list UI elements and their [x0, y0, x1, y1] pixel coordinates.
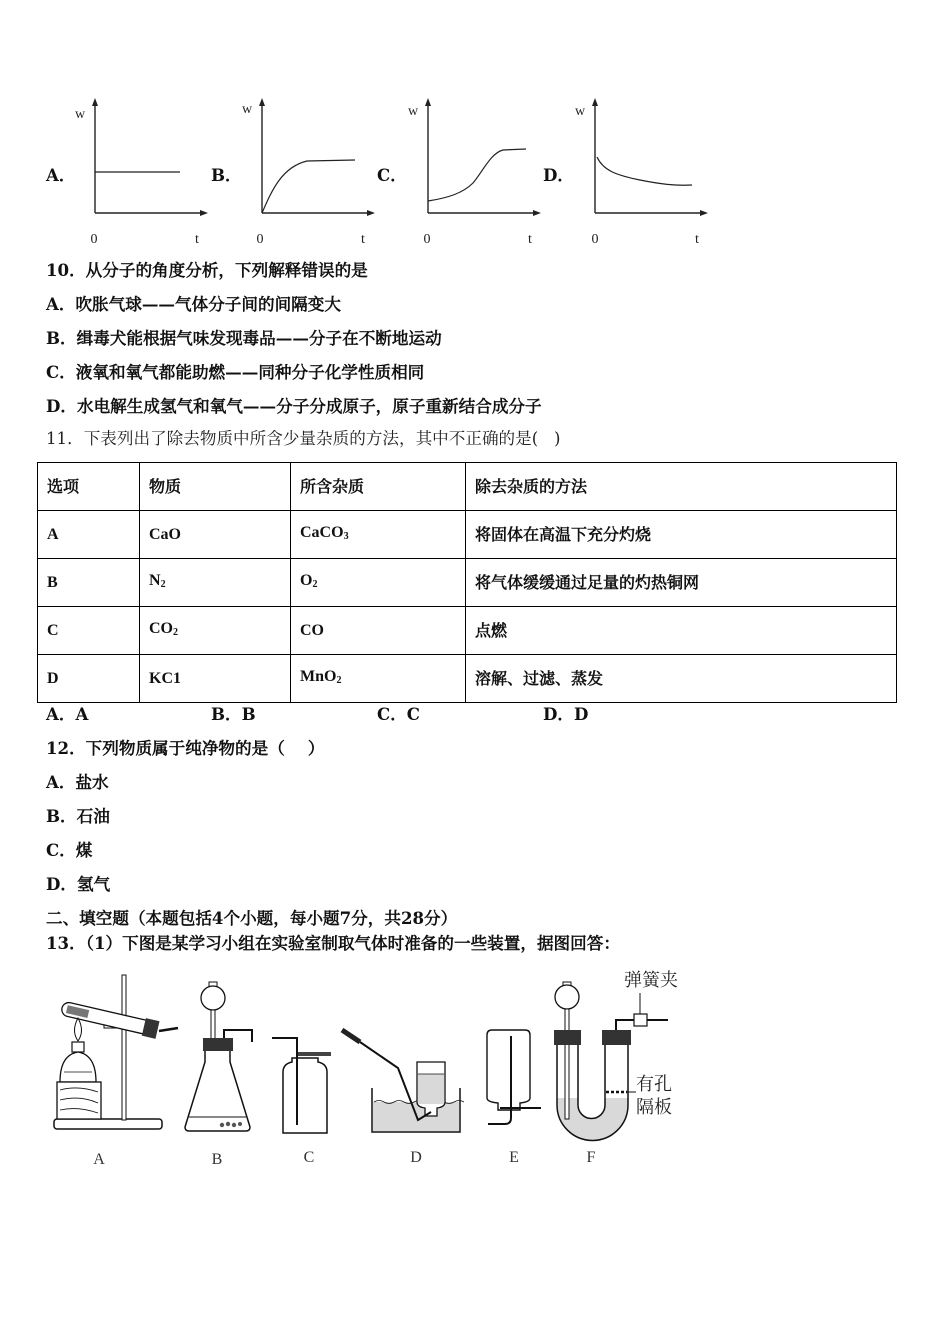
y-axis-arrow — [259, 98, 265, 106]
x-axis-label: t — [361, 232, 365, 247]
stand-rod — [122, 975, 126, 1120]
cell-text: 溶解、过滤、蒸发 — [475, 668, 604, 688]
graph-option-label-c: C． — [377, 165, 407, 185]
apparatus-d — [342, 1030, 464, 1132]
curve-c — [428, 149, 526, 201]
conical-flask — [185, 1050, 250, 1131]
header-option: 选项 — [38, 463, 140, 511]
table-cell — [140, 559, 291, 607]
right-stopper — [602, 1030, 631, 1045]
graph-option-label-a: A． — [46, 165, 76, 185]
question-11-option-b: B．B — [211, 704, 256, 724]
question-10-option-b: B．缉毒犬能根据气味发现毒品——分子在不断地运动 — [46, 328, 442, 348]
cell-text: 将气体缓缓通过足量的灼热铜网 — [475, 572, 700, 592]
question-11-option-c: C．C — [377, 704, 421, 724]
table-cell — [466, 607, 897, 655]
spring-clamp-label: 弹簧夹 — [624, 970, 678, 991]
cell-text: A — [47, 525, 59, 543]
gas-bottle — [283, 1058, 327, 1133]
cell-subscript: 2 — [312, 578, 318, 590]
cell-text: 点燃 — [475, 620, 508, 640]
curve-b — [262, 160, 355, 213]
table-row — [38, 607, 897, 655]
porous-plate-label-line1: 有孔 — [636, 1074, 672, 1095]
cell-text: CaO — [149, 525, 181, 543]
bottle-water — [418, 1074, 444, 1104]
rubber-tube — [342, 1030, 360, 1042]
question-10-option-d: D．水电解生成氢气和氧气——分子分成原子，原子重新结合成分子 — [46, 396, 542, 416]
flask-stopper — [203, 1038, 233, 1051]
question-11-stem: 11．下表列出了除去物质中所含少量杂质的方法，其中不正确的是( ) — [46, 429, 561, 448]
x-axis-arrow — [200, 210, 208, 216]
stand-base — [54, 1119, 162, 1129]
cell-subscript: 2 — [173, 626, 178, 638]
apparatus-b — [185, 982, 252, 1131]
apparatus-e — [487, 1030, 541, 1124]
question-10-option-a: A．吹胀气球——气体分子间的间隔变大 — [46, 294, 341, 314]
porous-plate-label-line2: 隔板 — [636, 1097, 672, 1118]
cell-subscript: 3 — [343, 530, 349, 542]
table-cell — [291, 511, 466, 559]
curve-d — [597, 157, 692, 185]
delivery-tube — [159, 1028, 178, 1031]
inverted-collecting-bottle — [487, 1030, 530, 1110]
cell-text: CO — [149, 619, 173, 637]
x-axis-arrow — [700, 210, 708, 216]
glass-plate — [297, 1052, 331, 1056]
cell-text: 将固体在高温下充分灼烧 — [475, 524, 652, 544]
graph-option-label-b: B． — [211, 165, 242, 185]
impurity-removal-table — [37, 462, 897, 703]
table-cell — [140, 655, 291, 703]
cell-text: D — [47, 669, 59, 687]
question-12-option-c: C．煤 — [46, 840, 93, 860]
apparatus-label-b: B — [211, 1151, 223, 1168]
apparatus-label-d: D — [410, 1149, 422, 1166]
table-cell — [466, 511, 897, 559]
table-cell — [140, 511, 291, 559]
cell-text: MnO — [300, 667, 337, 685]
left-stopper — [554, 1030, 581, 1045]
section-title: 二、填空题（本题包括4个小题，每小题7分，共28分） — [46, 908, 458, 928]
y-axis-label: w — [241, 102, 253, 117]
table-cell — [38, 655, 140, 703]
table-cell — [38, 511, 140, 559]
funnel-bulb — [555, 985, 579, 1009]
y-axis-label: w — [407, 104, 419, 119]
question-12-option-a: A．盐水 — [46, 772, 109, 792]
table-cell — [291, 559, 466, 607]
flame-icon — [75, 1018, 82, 1041]
y-axis-arrow — [92, 98, 98, 106]
cell-text: N — [149, 571, 161, 589]
apparatus-diagram — [0, 960, 950, 1180]
table-cell — [291, 607, 466, 655]
question-10-stem: 10．从分子的角度分析，下列解释错误的是 — [46, 260, 368, 280]
x-axis-arrow — [533, 210, 541, 216]
spring-clamp-icon — [634, 1014, 647, 1026]
u-tube-inner — [578, 1045, 605, 1119]
question-10-option-c: C．液氧和氧气都能助燃——同种分子化学性质相同 — [46, 362, 425, 382]
funnel-stem — [565, 1009, 569, 1119]
x-axis-label: t — [528, 232, 532, 247]
graph-a — [70, 95, 210, 250]
apparatus-label-e: E — [509, 1149, 519, 1166]
graph-c — [403, 95, 543, 250]
cell-text: KC1 — [149, 669, 181, 687]
apparatus-a — [54, 975, 178, 1129]
table-row — [38, 655, 897, 703]
graph-option-label-d: D． — [543, 165, 574, 185]
cell-subscript: 2 — [336, 674, 342, 686]
question-13-stem: 13．（1）下图是某学习小组在实验室制取气体时准备的一些装置，据图回答： — [46, 933, 620, 953]
table-cell — [291, 655, 466, 703]
y-axis-arrow — [425, 98, 431, 106]
header-impurity: 所含杂质 — [291, 463, 466, 511]
alcohol-lamp — [60, 1052, 96, 1082]
cell-text: C — [47, 621, 59, 639]
x-axis-arrow — [367, 210, 375, 216]
apparatus-label-f: F — [586, 1149, 596, 1166]
table-cell — [38, 607, 140, 655]
y-axis-label: w — [574, 104, 586, 119]
question-11-option-a: A．A — [46, 704, 89, 724]
origin-label: 0 — [423, 232, 431, 247]
apparatus-label-c: C — [303, 1149, 315, 1166]
origin-label: 0 — [90, 232, 98, 247]
table-row — [38, 511, 897, 559]
cell-text: CaCO — [300, 523, 344, 541]
header-substance: 物质 — [140, 463, 291, 511]
x-axis-label: t — [195, 232, 199, 247]
question-12-stem: 12．下列物质属于纯净物的是（ ） — [46, 738, 325, 758]
apparatus-c — [272, 1038, 331, 1133]
table-cell — [38, 559, 140, 607]
question-12-option-b: B．石油 — [46, 806, 110, 826]
cell-text: O — [300, 571, 313, 589]
table-cell — [466, 655, 897, 703]
y-axis-label: w — [74, 107, 86, 122]
cell-text: B — [47, 573, 58, 591]
x-axis-label: t — [695, 232, 699, 247]
y-axis-arrow — [592, 98, 598, 106]
question-11-option-d: D．D — [543, 704, 589, 724]
table-cell — [140, 607, 291, 655]
origin-label: 0 — [591, 232, 599, 247]
header-method: 除去杂质的方法 — [466, 463, 897, 511]
table-cell — [466, 559, 897, 607]
graph-b — [237, 95, 377, 250]
table-row — [38, 559, 897, 607]
wooden-block — [57, 1082, 101, 1119]
origin-label: 0 — [256, 232, 264, 247]
lamp-neck — [72, 1042, 84, 1052]
funnel-bulb — [201, 986, 225, 1010]
cell-subscript: 2 — [160, 578, 166, 590]
table-header-row — [38, 463, 897, 511]
cell-text: CO — [300, 621, 324, 639]
question-12-option-d: D．氢气 — [46, 874, 111, 894]
graph-d — [570, 95, 710, 250]
apparatus-label-a: A — [93, 1151, 105, 1168]
